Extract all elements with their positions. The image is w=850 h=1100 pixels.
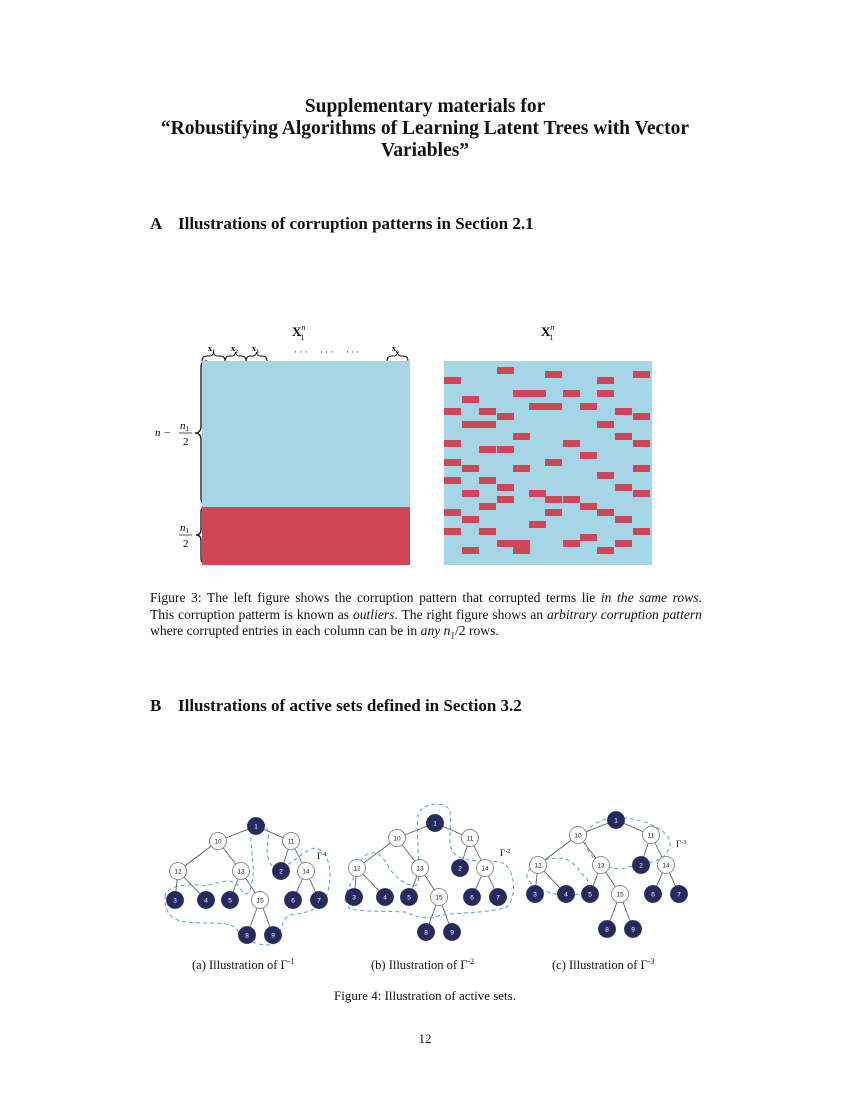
corrupted-cell (615, 516, 632, 523)
tree-node-label: 12 (353, 865, 361, 873)
corrupted-cell (597, 509, 614, 516)
tree-node-label: 11 (287, 838, 295, 846)
corrupted-cell (597, 377, 614, 384)
corrupted-cell (545, 459, 562, 466)
corrupted-cell (529, 521, 546, 528)
corrupted-cell (597, 390, 614, 397)
corrupted-cell (563, 440, 580, 447)
corrupted-cell (633, 528, 650, 535)
corrupted-cell (615, 408, 632, 415)
tree-node-label: 9 (271, 932, 275, 940)
right-matrix-label: $X^n$ 1 (541, 323, 555, 342)
corrupted-cell (597, 547, 614, 554)
corrupted-cell (479, 421, 496, 428)
corrupted-cell (479, 503, 496, 510)
title-line-2: “Robustifying Algorithms of Learning Latent Trees with Vector (160, 118, 690, 139)
corrupted-cell (479, 446, 496, 453)
section-a-heading (150, 214, 534, 234)
corrupted-cell (529, 490, 546, 497)
tree-node-label: 12 (174, 868, 182, 876)
brace-x3 (246, 352, 267, 361)
corrupted-cell (580, 452, 597, 459)
corrupted-cell (597, 472, 614, 479)
tree-node-label: 7 (496, 894, 500, 902)
gamma-label-a: $\Gamma^{-1}$ (317, 851, 328, 861)
tree-node-label: 5 (588, 891, 592, 899)
corrupted-cell (444, 509, 461, 516)
tree-node-label: 1 (433, 820, 437, 828)
corrupted-cell (615, 433, 632, 440)
corrupted-cell (513, 540, 530, 547)
corrupted-cell (462, 490, 479, 497)
corrupted-cell (479, 408, 496, 415)
corrupted-cell (444, 377, 461, 384)
row-label-top-prefix: n − (155, 427, 171, 439)
tree-node-label: 6 (651, 891, 655, 899)
tree-node-label: 1 (254, 823, 258, 831)
subcaption-b: (b) Illustration of $\Gamma^{-2}$ (371, 957, 475, 973)
brace-x1 (202, 352, 225, 361)
corrupted-cell (513, 547, 530, 554)
section-a-title: Illustrations of corruption patterns in Section 2.1 (178, 214, 534, 233)
corrupted-cell (513, 390, 530, 397)
tree-node-label: 4 (204, 897, 208, 905)
left-matrix-corrupt-block (202, 507, 410, 565)
corrupted-cell (497, 367, 514, 374)
corrupted-cell (633, 413, 650, 420)
tree-node-label: 15 (256, 897, 264, 905)
tree-node-label: 3 (352, 894, 356, 902)
tree-node-label: 3 (173, 897, 177, 905)
tree-node-label: 13 (416, 865, 424, 873)
tree-node-label: 6 (291, 897, 295, 905)
corrupted-cell (563, 390, 580, 397)
caption-line-1: Figure 3: The left figure shows the corruption pattern that corrupted terms lie in the same rows. (150, 590, 702, 605)
figure-4 (0, 790, 850, 950)
tree-node-label: 9 (631, 926, 635, 934)
figure-4-caption: Figure 4: Illustration of active sets. (334, 988, 516, 1003)
caption-line-2: This corruption patterm is known as outliers. The right figure shows an arbitrary corruption pattern (150, 606, 702, 622)
corrupted-cell (615, 484, 632, 491)
tree-node-label: 8 (424, 929, 428, 937)
row-label-bottom-den: 2 (183, 538, 189, 550)
gamma-label-b: $\Gamma^{-2}$ (500, 848, 511, 858)
corrupted-cell (497, 446, 514, 453)
title-line-3: Variables” (380, 140, 470, 161)
corrupted-cell (545, 509, 562, 516)
document-title (100, 96, 750, 162)
tree-node-label: 11 (466, 835, 474, 843)
corrupted-cell (462, 516, 479, 523)
tree-node-label: 12 (534, 862, 542, 870)
corrupted-cell (497, 413, 514, 420)
tree-node-label: 13 (237, 868, 245, 876)
corrupted-cell (545, 371, 562, 378)
corrupted-cell (529, 390, 546, 397)
corrupted-cell (462, 421, 479, 428)
tree-node-label: 5 (407, 894, 411, 902)
row-label-top-den: 2 (183, 436, 189, 448)
section-b-number: B (150, 696, 162, 715)
column-dots-3: · · · (346, 347, 360, 357)
tree-node-label: 1 (614, 817, 618, 825)
tree-node-label: 15 (616, 891, 624, 899)
column-dots-2: · · · (320, 347, 334, 357)
section-b-heading (150, 696, 522, 716)
corrupted-cell (513, 433, 530, 440)
corrupted-cell (497, 496, 514, 503)
tree-node-label: 11 (647, 832, 655, 840)
title-line-1: Supplementary materials for (304, 96, 546, 117)
corrupted-cell (545, 496, 562, 503)
corrupted-cell (444, 408, 461, 415)
corrupted-cell (479, 477, 496, 484)
corrupted-cell (513, 465, 530, 472)
corrupted-cell (580, 403, 597, 410)
subcaption-c: (c) Illustration of $\Gamma^{-3}$ (552, 957, 655, 973)
gamma-label-c: $\Gamma^{-3}$ (676, 839, 687, 849)
corrupted-cell (580, 534, 597, 541)
caption-line-3: where corrupted entries in each column can be in any $n_1/2$ rows. (150, 623, 499, 641)
corrupted-cell (444, 477, 461, 484)
column-label-x3: $x_3$ (252, 344, 259, 355)
tree-node-label: 10 (574, 832, 582, 840)
corrupted-cell (497, 484, 514, 491)
corrupted-cell (545, 403, 562, 410)
corrupted-cell (444, 528, 461, 535)
column-label-xo: $x_o$ (392, 344, 399, 355)
corrupted-cell (462, 547, 479, 554)
corrupted-cell (479, 528, 496, 535)
tree-node-label: 2 (639, 862, 643, 870)
tree-node-label: 5 (228, 897, 232, 905)
column-label-x1: $x_1$ (208, 344, 215, 355)
corrupted-cell (633, 440, 650, 447)
tree-node-label: 13 (597, 862, 605, 870)
column-dots-1: · · · (294, 347, 308, 357)
tree-node-label: 4 (383, 894, 387, 902)
tree-a (165, 818, 330, 946)
tree-node-label: 14 (481, 865, 489, 873)
corrupted-cell (529, 403, 546, 410)
corrupted-cell (563, 496, 580, 503)
tree-node-label: 15 (435, 894, 443, 902)
page-number: 12 (418, 1031, 432, 1046)
corrupted-cell (633, 371, 650, 378)
tree-node-label: 2 (279, 868, 283, 876)
corrupted-cell (597, 421, 614, 428)
corrupted-cell (563, 540, 580, 547)
tree-node-label: 8 (605, 926, 609, 934)
row-label-bottom-num: n1 (180, 522, 189, 535)
tree-node-label: 4 (564, 891, 568, 899)
left-matrix-label: $X^n$ 1 (292, 323, 306, 342)
corrupted-cell (615, 540, 632, 547)
tree-node-label: 10 (393, 835, 401, 843)
tree-node-label: 7 (677, 891, 681, 899)
tree-c (527, 812, 688, 938)
tree-b (345, 804, 514, 940)
figure-3-caption (150, 590, 702, 644)
tree-node-label: 14 (662, 862, 670, 870)
row-label-top-num: n1 (180, 420, 189, 433)
tree-node-label: 14 (302, 868, 310, 876)
tree-node-label: 6 (470, 894, 474, 902)
corrupted-cell (444, 459, 461, 466)
tree-node-label: 7 (317, 897, 321, 905)
corrupted-cell (633, 465, 650, 472)
corrupted-cell (580, 503, 597, 510)
corrupted-cell (497, 540, 514, 547)
brace-xo (387, 352, 408, 361)
tree-node-label: 10 (214, 838, 222, 846)
brace-x2 (225, 352, 246, 361)
left-matrix-clean-block (202, 361, 410, 507)
tree-node-label: 9 (450, 929, 454, 937)
tree-node-label: 3 (533, 891, 537, 899)
section-a-number: A (150, 214, 163, 233)
column-label-x2: $x_2$ (231, 344, 238, 355)
tree-node-label: 8 (245, 932, 249, 940)
figure-3 (0, 300, 850, 580)
corrupted-cell (633, 490, 650, 497)
subcaption-a: (a) Illustration of $\Gamma^{-1}$ (192, 957, 295, 973)
corrupted-cell (462, 465, 479, 472)
tree-node-label: 2 (458, 865, 462, 873)
corrupted-cell (462, 396, 479, 403)
corrupted-cell (444, 440, 461, 447)
section-b-title: Illustrations of active sets defined in Section 3.2 (178, 696, 522, 715)
